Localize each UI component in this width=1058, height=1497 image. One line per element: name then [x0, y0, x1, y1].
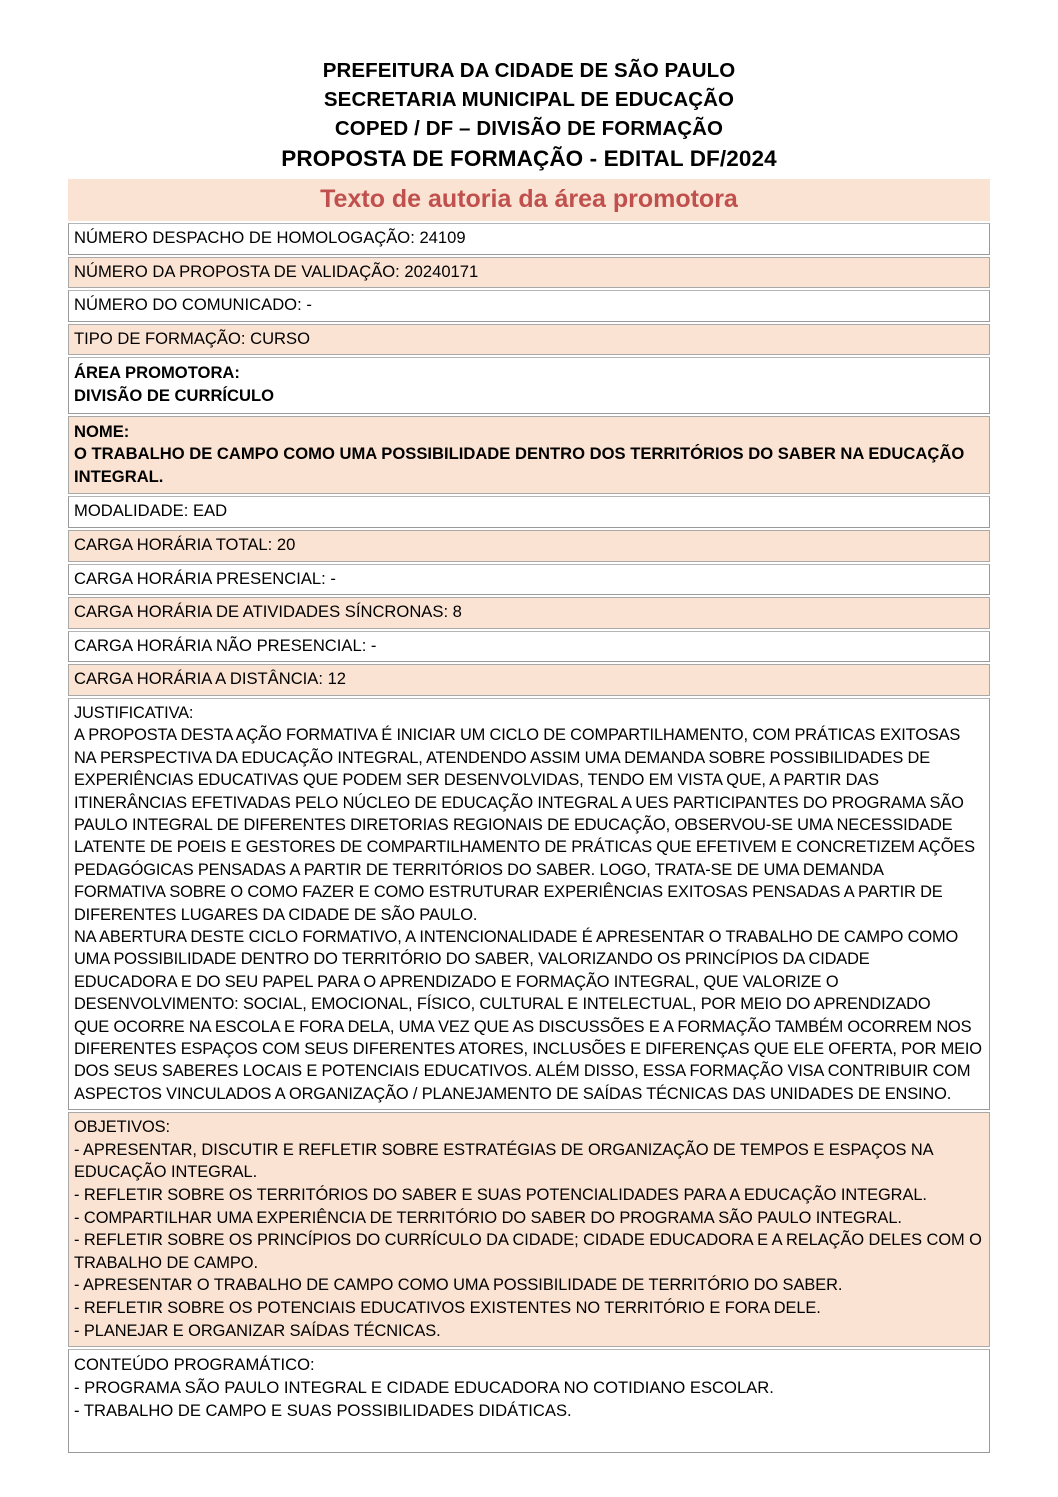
row-modalidade [68, 496, 990, 528]
area-promotora-value: DIVISÃO DE CURRÍCULO [74, 385, 275, 405]
conteudo-label: CONTEÚDO PROGRAMÁTICO: [74, 1355, 315, 1375]
row-area-promotora [68, 357, 990, 413]
row-numero-comunicado-text: NÚMERO DO COMUNICADO: - [74, 295, 312, 315]
justificativa-line: LATENTE DE POEIS E GESTORES DE COMPARTILHAMENTO DE PRÁTICAS QUE EFETIVEM E CONCRETIZEM AÇÕES [74, 838, 975, 857]
row-numero-proposta-text: NÚMERO DA PROPOSTA DE VALIDAÇÃO: 20240171 [74, 261, 479, 281]
justificativa-line: DIFERENTES ESPAÇOS COM SEUS DIFERENTES ATORES, INCLUSÕES E DIFERENÇAS QUE ELE OFERTA, POR MEIO [74, 1040, 982, 1058]
justificativa-line: PAULO INTEGRAL DE DIFERENTES DIRETORIAS REGIONAIS DE EDUCAÇÃO, OBSERVOU-SE UMA NECESSIDADE [74, 815, 953, 834]
objetivos-line: EDUCAÇÃO INTEGRAL. [74, 1163, 258, 1182]
header-line-prefeitura: PREFEITURA DA CIDADE DE SÃO PAULO [322, 59, 736, 82]
objetivos-line: - APRESENTAR, DISCUTIR E REFLETIR SOBRE ESTRATÉGIAS DE ORGANIZAÇÃO DE TEMPOS E ESPAÇOS NA [74, 1140, 934, 1159]
row-carga-horaria-sincronas-text: CARGA HORÁRIA DE ATIVIDADES SÍNCRONAS: 8 [74, 602, 462, 622]
justificativa-line: ITINERÂNCIAS EFETIVADAS PELO NÚCLEO DE EDUCAÇÃO INTEGRAL A UES PARTICIPANTES DO PROGRAMA SÃO [74, 793, 964, 812]
authorship-banner [68, 179, 990, 221]
row-numero-despacho [68, 223, 990, 255]
justificativa-line: EDUCADORA E DO SEU PAPEL PARA O APRENDIZADO E FORMAÇÃO INTEGRAL, QUE VALORIZE O [74, 972, 839, 991]
objetivos-line: - REFLETIR SOBRE OS PRINCÍPIOS DO CURRÍCULO DA CIDADE; CIDADE EDUCADORA E A RELAÇÃO DELES COM O [74, 1231, 982, 1250]
justificativa-label: JUSTIFICATIVA: [74, 703, 194, 722]
justificativa-line: DOS SEUS SABERES LOCAIS E POTENCIAIS EDUCATIVOS. ALÉM DISSO, ESSA FORMAÇÃO VISA CONTRIBUIR COM [74, 1062, 971, 1081]
row-nome [68, 416, 990, 495]
row-carga-horaria-presencial-text: CARGA HORÁRIA PRESENCIAL: - [74, 568, 336, 588]
objetivos-line: - PLANEJAR E ORGANIZAR SAÍDAS TÉCNICAS. [74, 1321, 441, 1340]
row-objetivos [68, 1112, 990, 1347]
row-numero-proposta [68, 257, 990, 289]
nome-value-line-1: O TRABALHO DE CAMPO COMO UMA POSSIBILIDADE DENTRO DOS TERRITÓRIOS DO SABER NA EDUCAÇÃO [74, 444, 965, 464]
justificativa-line: NA PERSPECTIVA DA EDUCAÇÃO INTEGRAL, ATENDENDO ASSIM UMA DEMANDA SOBRE POSSIBILIDADES DE [74, 748, 931, 767]
row-numero-comunicado [68, 290, 990, 322]
nome-value-line-2: INTEGRAL. [74, 466, 164, 486]
document-header [0, 0, 1058, 175]
proposal-table [68, 223, 990, 1453]
row-tipo-formacao [68, 324, 990, 356]
row-conteudo-programatico [68, 1349, 990, 1453]
justificativa-line: DIFERENTES LUGARES DA CIDADE DE SÃO PAULO. [74, 905, 478, 924]
justificativa-line: A PROPOSTA DESTA AÇÃO FORMATIVA É INICIAR UM CICLO DE COMPARTILHAMENTO, COM PRÁTICAS EXITOSAS [74, 726, 961, 745]
objetivos-line: - REFLETIR SOBRE OS POTENCIAIS EDUCATIVOS EXISTENTES NO TERRITÓRIO E FORA DELE. [74, 1298, 821, 1317]
objetivos-label: OBJETIVOS: [74, 1118, 171, 1137]
header-line-coped: COPED / DF – DIVISÃO DE FORMAÇÃO [334, 117, 724, 140]
conteudo-line: - PROGRAMA SÃO PAULO INTEGRAL E CIDADE EDUCADORA NO COTIDIANO ESCOLAR. [74, 1378, 774, 1398]
row-numero-despacho-text: NÚMERO DESPACHO DE HOMOLOGAÇÃO: 24109 [74, 228, 466, 247]
authorship-banner-text: Texto de autoria da área promotora [320, 185, 738, 213]
row-carga-horaria-total-text: CARGA HORÁRIA TOTAL: 20 [74, 534, 296, 554]
row-justificativa [68, 698, 990, 1110]
row-tipo-formacao-text: TIPO DE FORMAÇÃO: CURSO [74, 328, 311, 348]
row-carga-horaria-sincronas [68, 597, 990, 629]
row-carga-horaria-nao-presencial [68, 631, 990, 663]
justificativa-line: PEDAGÓGICAS PENSADAS A PARTIR DE TERRITÓRIOS DO SABER. LOGO, TRATA-SE DE UMA DEMANDA [74, 860, 884, 879]
justificativa-line: EXPERIÊNCIAS EDUCATIVAS QUE PODEM SER DESENVOLVIDAS, TENDO EM VISTA QUE, A PARTIR DAS [74, 771, 879, 790]
row-carga-horaria-nao-presencial-text: CARGA HORÁRIA NÃO PRESENCIAL: - [74, 635, 377, 655]
conteudo-line: - TRABALHO DE CAMPO E SUAS POSSIBILIDADES DIDÁTICAS. [74, 1401, 572, 1421]
nome-label: NOME: [74, 421, 130, 441]
row-modalidade-text: MODALIDADE: EAD [74, 501, 228, 521]
objetivos-line: - REFLETIR SOBRE OS TERRITÓRIOS DO SABER E SUAS POTENCIALIDADES PARA A EDUCAÇÃO INTEGRAL. [74, 1186, 927, 1204]
justificativa-line: UMA POSSIBILIDADE DENTRO DO TERRITÓRIO DO SABER, VALORIZANDO OS PRINCÍPIOS DA CIDADE [74, 950, 870, 969]
justificativa-line: DESENVOLVIMENTO: SOCIAL, EMOCIONAL, FÍSICO, CULTURAL E INTELECTUAL, POR MEIO DO APRENDIZADO [74, 995, 931, 1014]
justificativa-line: NA ABERTURA DESTE CICLO FORMATIVO, A INTENCIONALIDADE É APRESENTAR O TRABALHO DE CAMPO COMO [74, 927, 959, 946]
area-promotora-label: ÁREA PROMOTORA: [74, 363, 240, 383]
justificativa-line: ASPECTOS VINCULADOS A ORGANIZAÇÃO / PLANEJAMENTO DE SAÍDAS TÉCNICAS DAS UNIDADES DE ENSINO. [74, 1084, 952, 1103]
header-line-secretaria: SECRETARIA MUNICIPAL DE EDUCAÇÃO [323, 88, 735, 111]
row-carga-horaria-distancia [68, 664, 990, 696]
objetivos-line: TRABALHO DE CAMPO. [74, 1253, 258, 1272]
justificativa-line: FORMATIVA SOBRE O COMO FAZER E COMO ESTRUTURAR EXPERIÊNCIAS EXITOSAS PENSADAS A PARTIR DE [74, 883, 943, 902]
row-carga-horaria-presencial [68, 564, 990, 596]
objetivos-line: - APRESENTAR O TRABALHO DE CAMPO COMO UMA POSSIBILIDADE DE TERRITÓRIO DO SABER. [74, 1276, 843, 1295]
objetivos-line: - COMPARTILHAR UMA EXPERIÊNCIA DE TERRITÓRIO DO SABER DO PROGRAMA SÃO PAULO INTEGRAL. [74, 1208, 902, 1227]
row-carga-horaria-distancia-text: CARGA HORÁRIA A DISTÂNCIA: 12 [74, 669, 347, 689]
page-title: PROPOSTA DE FORMAÇÃO - EDITAL DF/2024 [281, 146, 777, 171]
row-carga-horaria-total [68, 530, 990, 562]
justificativa-line: QUE OCORRE NA ESCOLA E FORA DELA, UMA VEZ QUE AS DISCUSSÕES E A FORMAÇÃO TAMBÉM OCORREM NOS [74, 1017, 972, 1036]
